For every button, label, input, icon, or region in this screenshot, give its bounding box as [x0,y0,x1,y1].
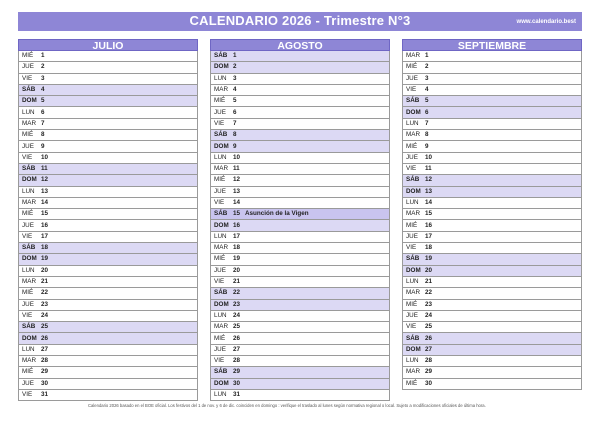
day-row [18,209,198,220]
day-number: 12 [41,176,49,184]
day-number: 3 [41,74,45,82]
day-number: 3 [233,74,237,82]
day-number: 17 [233,232,241,240]
month-august [210,39,390,401]
holiday-label: Asunción de la Vigen [245,210,309,218]
day-number: 17 [41,232,49,240]
day-number: 4 [41,86,45,94]
day-of-week: LUN [22,108,35,116]
day-number: 13 [425,187,433,195]
day-of-week: SÁB [214,210,228,218]
day-number: 10 [41,153,49,161]
day-of-week: MIÉ [214,97,226,105]
day-row [18,345,198,356]
day-row [402,367,582,378]
day-number: 5 [425,97,429,105]
day-number: 25 [233,323,241,331]
day-row [18,367,198,378]
day-of-week: MAR [406,210,420,218]
day-row [402,232,582,243]
day-of-week: MAR [22,357,36,365]
day-of-week: MIÉ [22,289,34,297]
day-number: 29 [425,368,433,376]
day-row [402,379,582,390]
day-row [210,119,390,130]
day-row [18,198,198,209]
day-of-week: MAR [214,86,228,94]
day-number: 30 [425,379,433,387]
day-number: 24 [233,311,241,319]
day-of-week: MAR [22,199,36,206]
day-of-week: MAR [406,52,420,60]
day-of-week: VIE [22,153,33,161]
day-row [402,153,582,164]
day-row [18,51,198,62]
day-number: 4 [233,86,237,94]
day-row [402,266,582,277]
day-number: 7 [425,119,429,127]
day-of-week: JUE [22,300,34,308]
day-number: 26 [233,334,241,342]
day-row [210,322,390,333]
day-row [210,74,390,85]
day-row [210,243,390,254]
day-row [402,322,582,333]
day-row [210,141,390,152]
month-header: AGOSTO [210,39,390,51]
day-row [210,164,390,175]
day-of-week: VIE [406,165,417,173]
day-row [402,288,582,299]
day-row [402,333,582,344]
day-of-week: LUN [214,153,227,161]
month-september [402,39,582,390]
day-row [18,390,198,401]
day-number: 11 [41,165,48,173]
day-of-week: DOM [406,266,421,274]
day-row [210,367,390,378]
day-of-week: MAR [214,244,228,252]
day-number: 18 [233,244,241,252]
day-row [210,51,390,62]
day-row [402,85,582,96]
day-number: 14 [41,199,49,206]
day-row [210,232,390,243]
day-of-week: VIE [214,119,225,127]
day-of-week: SÁB [214,131,228,139]
day-row [210,277,390,288]
day-number: 22 [41,289,49,297]
day-of-week: LUN [406,199,419,206]
day-row [210,96,390,107]
day-row [210,175,390,186]
day-row [402,62,582,73]
day-of-week: LUN [214,391,227,399]
day-row [402,74,582,85]
day-of-week: JUE [406,232,418,240]
day-number: 9 [425,142,429,150]
day-of-week: SÁB [214,289,228,297]
day-number: 9 [41,142,45,150]
day-number: 5 [41,97,45,105]
day-row [210,62,390,73]
day-row [402,119,582,130]
day-number: 28 [41,357,49,365]
day-of-week: JUE [22,379,34,387]
day-of-week: DOM [214,142,229,150]
day-of-week: LUN [214,311,227,319]
day-of-week: JUE [406,74,418,82]
day-number: 11 [425,165,432,173]
day-number: 30 [233,379,241,387]
day-number: 19 [425,255,433,263]
day-number: 27 [233,345,241,353]
day-number: 20 [41,266,49,274]
day-number: 30 [41,379,49,387]
day-of-week: SÁB [406,334,420,342]
day-number: 14 [425,199,433,206]
day-row [402,277,582,288]
day-row [18,96,198,107]
day-of-week: DOM [406,108,421,116]
day-row [210,311,390,322]
day-row [210,198,390,209]
day-number: 31 [41,391,49,399]
day-number: 31 [233,391,241,399]
day-of-week: SÁB [406,176,420,184]
day-of-week: MIÉ [22,52,34,60]
month-july [18,39,198,401]
day-number: 16 [41,221,49,229]
day-number: 4 [425,86,429,94]
day-of-week: MIÉ [214,176,226,184]
day-row [18,322,198,333]
day-row [210,153,390,164]
day-number: 23 [425,300,433,308]
day-number: 25 [41,323,49,331]
day-of-week: SÁB [22,86,36,94]
day-number: 6 [425,108,429,116]
day-row [18,141,198,152]
day-of-week: VIE [22,311,33,319]
day-of-week: JUE [214,345,226,353]
day-row [18,333,198,344]
day-of-week: MIÉ [406,142,418,150]
day-of-week: LUN [22,345,35,353]
day-row [18,220,198,231]
day-number: 28 [233,357,241,365]
day-number: 9 [233,142,237,150]
day-number: 13 [233,187,241,195]
day-row [18,254,198,265]
day-of-week: LUN [22,187,35,195]
day-row [18,277,198,288]
day-of-week: MIÉ [406,63,418,71]
day-of-week: DOM [406,187,421,195]
day-of-week: JUE [22,142,34,150]
day-of-week: VIE [214,199,225,206]
day-number: 7 [41,119,45,127]
day-of-week: MIÉ [214,255,226,263]
day-number: 14 [233,199,241,206]
day-row [18,85,198,96]
day-of-week: MAR [214,323,228,331]
day-of-week: MIÉ [406,379,418,387]
day-of-week: JUE [22,63,34,71]
day-number: 28 [425,357,433,365]
day-number: 21 [425,278,433,286]
day-row [210,288,390,299]
day-number: 6 [233,108,237,116]
day-of-week: LUN [406,278,419,286]
day-number: 12 [425,176,433,184]
day-row [402,209,582,220]
day-number: 29 [233,368,241,376]
day-row [402,220,582,231]
day-row [210,356,390,367]
day-of-week: JUE [22,221,34,229]
day-number: 5 [233,97,237,105]
day-of-week: MAR [22,119,36,127]
day-number: 1 [233,52,237,60]
day-number: 2 [233,63,237,71]
day-of-week: SÁB [22,165,36,173]
day-number: 1 [425,52,429,60]
day-number: 2 [425,63,429,71]
day-row [210,85,390,96]
day-number: 23 [233,300,241,308]
day-row [210,379,390,390]
day-number: 10 [425,153,433,161]
day-of-week: VIE [22,232,33,240]
footnote: Calendario 2026 basado en el BOE oficial. Los festivos del 1 de nov. y 6 de dic. coinciden en domingo : verifique el traslado al lunes según normativa regional o local. Sujeto a modificaciones oficiales de última hora. [88,403,486,408]
day-number: 15 [233,210,241,218]
day-row [402,96,582,107]
day-row [402,164,582,175]
day-of-week: MIÉ [22,131,34,139]
day-of-week: SÁB [214,52,228,60]
day-of-week: LUN [214,232,227,240]
day-row [18,107,198,118]
day-of-week: DOM [22,97,37,105]
day-number: 3 [425,74,429,82]
day-of-week: DOM [22,334,37,342]
day-row [402,345,582,356]
day-of-week: VIE [22,391,33,399]
day-row [402,107,582,118]
day-row [210,345,390,356]
day-row [402,51,582,62]
day-of-week: JUE [214,266,226,274]
day-number: 21 [41,278,49,286]
day-of-week: MAR [22,278,36,286]
day-number: 20 [425,266,433,274]
day-row [210,254,390,265]
day-of-week: LUN [406,357,419,365]
day-number: 24 [41,311,49,319]
day-of-week: LUN [22,266,35,274]
day-of-week: VIE [22,74,33,82]
day-of-week: MIÉ [22,368,34,376]
day-number: 8 [41,131,45,139]
day-number: 1 [41,52,45,60]
day-of-week: MIÉ [214,334,226,342]
day-row [210,266,390,277]
day-row [210,209,390,220]
day-of-week: DOM [214,300,229,308]
day-of-week: DOM [406,345,421,353]
day-number: 15 [425,210,433,218]
day-number: 10 [233,153,241,161]
day-of-week: VIE [214,278,225,286]
day-number: 19 [41,255,49,263]
day-row [18,175,198,186]
day-of-week: MAR [214,165,228,173]
day-row [402,175,582,186]
day-row [18,164,198,175]
day-number: 2 [41,63,45,71]
day-of-week: DOM [214,379,229,387]
day-of-week: SÁB [22,323,36,331]
day-row [18,187,198,198]
day-row [210,107,390,118]
day-list [402,51,582,390]
day-row [402,141,582,152]
day-number: 29 [41,368,49,376]
day-number: 13 [41,187,49,195]
day-number: 20 [233,266,241,274]
day-row [18,74,198,85]
day-of-week: SÁB [22,244,36,252]
day-row [18,62,198,73]
day-of-week: SÁB [406,97,420,105]
day-number: 16 [233,221,241,229]
day-row [18,119,198,130]
day-row [210,220,390,231]
day-of-week: DOM [22,255,37,263]
day-row [210,187,390,198]
month-header: JULIO [18,39,198,51]
day-row [18,356,198,367]
day-number: 17 [425,232,433,240]
day-row [210,390,390,401]
day-row [18,379,198,390]
day-number: 11 [233,165,240,173]
day-number: 12 [233,176,241,184]
day-number: 6 [41,108,45,116]
day-row [402,311,582,322]
day-of-week: JUE [406,311,418,319]
day-row [18,130,198,141]
day-row [402,243,582,254]
day-row [18,288,198,299]
day-of-week: VIE [214,357,225,365]
day-list [18,51,198,401]
day-of-week: VIE [406,323,417,331]
day-of-week: MIÉ [22,210,34,218]
day-row [402,300,582,311]
day-of-week: JUE [214,187,226,195]
day-number: 22 [425,289,433,297]
day-row [210,130,390,141]
day-number: 24 [425,311,433,319]
day-row [18,232,198,243]
day-number: 22 [233,289,241,297]
day-number: 15 [41,210,49,218]
website-url: www.calendario.best [516,19,576,25]
day-row [18,311,198,322]
day-row [402,198,582,209]
day-number: 27 [41,345,49,353]
day-number: 7 [233,119,237,127]
day-of-week: VIE [406,86,417,94]
day-of-week: LUN [406,119,419,127]
day-of-week: SÁB [214,368,228,376]
day-list [210,51,390,401]
month-header: SEPTIEMBRE [402,39,582,51]
day-of-week: VIE [406,244,417,252]
day-of-week: MAR [406,368,420,376]
day-row [18,153,198,164]
day-number: 19 [233,255,241,263]
day-row [402,356,582,367]
day-number: 8 [233,131,237,139]
day-row [210,333,390,344]
page-title: CALENDARIO 2026 - Trimestre N°3 [189,13,411,28]
day-of-week: MAR [406,131,420,139]
day-row [18,300,198,311]
day-number: 27 [425,345,433,353]
day-row [402,187,582,198]
day-of-week: JUE [406,153,418,161]
day-of-week: MIÉ [406,221,418,229]
day-of-week: DOM [214,63,229,71]
day-of-week: DOM [22,176,37,184]
day-number: 18 [425,244,433,252]
day-of-week: JUE [214,108,226,116]
day-number: 26 [41,334,49,342]
day-number: 8 [425,131,429,139]
day-row [402,130,582,141]
day-row [18,243,198,254]
calendar-header [18,12,582,31]
day-number: 25 [425,323,433,331]
day-number: 21 [233,278,241,286]
day-number: 16 [425,221,433,229]
day-of-week: MIÉ [406,300,418,308]
day-row [402,254,582,265]
day-of-week: LUN [214,74,227,82]
day-of-week: SÁB [406,255,420,263]
day-number: 18 [41,244,49,252]
day-of-week: MAR [406,289,420,297]
day-row [210,300,390,311]
day-number: 26 [425,334,433,342]
day-row [18,266,198,277]
day-number: 23 [41,300,49,308]
day-of-week: DOM [214,221,229,229]
